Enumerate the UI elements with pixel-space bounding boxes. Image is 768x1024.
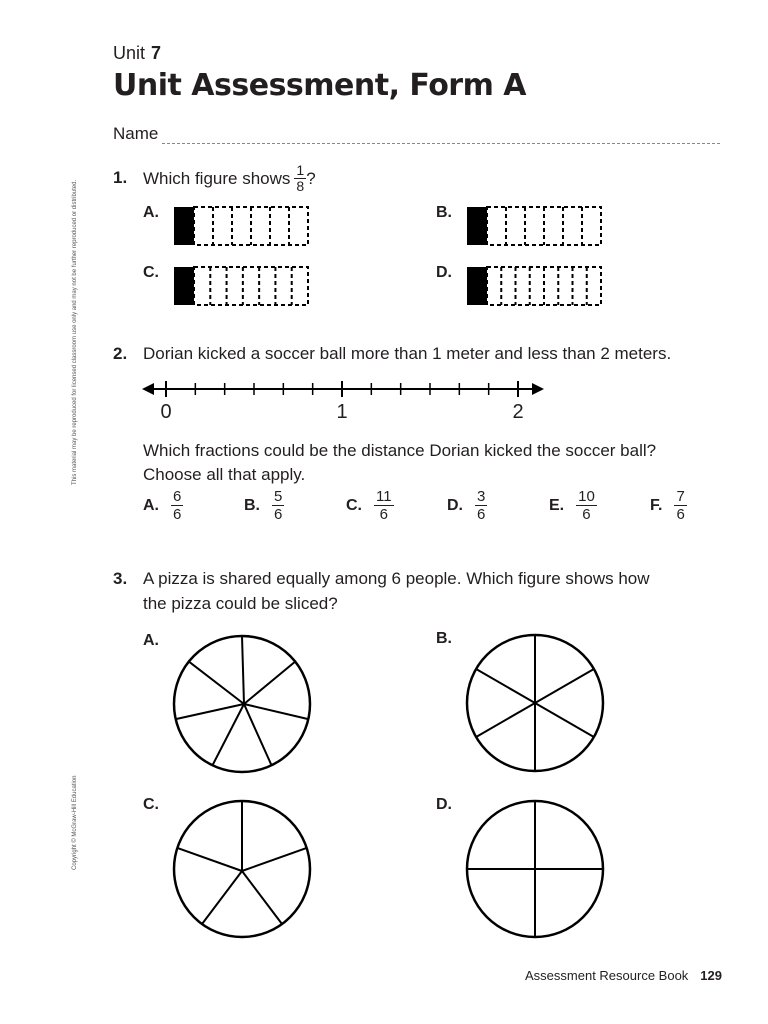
q2-option-e-label: E. bbox=[549, 496, 565, 514]
q3-option-a-label[interactable]: A. bbox=[143, 632, 159, 649]
slice-cut bbox=[177, 848, 242, 871]
q1-fraction bbox=[294, 163, 306, 194]
right-arrow bbox=[532, 383, 544, 395]
slice-cut bbox=[244, 662, 295, 704]
q1-option-a-label[interactable]: A. bbox=[143, 204, 159, 221]
q2-option-a[interactable] bbox=[143, 488, 183, 523]
slice-cut bbox=[242, 848, 307, 871]
slice-cut bbox=[244, 704, 308, 719]
unit-heading bbox=[113, 43, 161, 64]
name-field[interactable] bbox=[162, 125, 720, 144]
dashed-outline bbox=[487, 267, 601, 305]
filled-part bbox=[467, 207, 487, 245]
q2-option-c-num: 11 bbox=[376, 488, 392, 505]
q2-option-a-label: A. bbox=[143, 496, 159, 514]
page-number: 129 bbox=[700, 968, 722, 983]
q3-option-d-label[interactable]: D. bbox=[436, 796, 452, 813]
q1-frac-num: 1 bbox=[296, 162, 305, 178]
q1-text bbox=[143, 163, 316, 194]
q2-text: Dorian kicked a soccer ball more than 1 meter and less than 2 meters. bbox=[143, 344, 672, 363]
slice-cut bbox=[176, 704, 244, 719]
q3-option-c-label[interactable]: C. bbox=[143, 796, 159, 813]
q2-option-e-fraction bbox=[576, 488, 597, 523]
q2-option-c-den: 6 bbox=[379, 506, 388, 523]
dashed-outline bbox=[194, 267, 308, 305]
page-title: Unit Assessment, Form A bbox=[113, 68, 527, 103]
q1-option-c-bar[interactable] bbox=[172, 265, 312, 308]
slice-cut bbox=[202, 871, 242, 924]
q2-option-a-num: 6 bbox=[173, 488, 182, 505]
q2-option-b-num: 5 bbox=[274, 488, 283, 505]
filled-part bbox=[174, 207, 194, 245]
slice-cut bbox=[189, 662, 244, 704]
slice-cut bbox=[476, 669, 535, 703]
dashed-outline bbox=[487, 207, 601, 245]
q2-option-e-num: 10 bbox=[578, 488, 595, 505]
q1-prompt: Which figure shows bbox=[143, 169, 291, 188]
q2-option-a-fraction bbox=[171, 488, 183, 523]
q3-number: 3. bbox=[113, 569, 128, 588]
copyright: Copyright © McGraw-Hill Education bbox=[72, 775, 78, 870]
q2-number-line bbox=[140, 376, 550, 424]
q2-option-d-label: D. bbox=[447, 496, 463, 514]
q2-number: 2. bbox=[113, 344, 128, 363]
q2-option-f-den: 6 bbox=[676, 506, 685, 523]
dashed-outline bbox=[194, 207, 308, 245]
q3-line1: A pizza is shared equally among 6 people. Which figure shows how bbox=[143, 569, 650, 588]
q1-option-b-label[interactable]: B. bbox=[436, 204, 452, 221]
q2-option-a-den: 6 bbox=[173, 506, 182, 523]
slice-cut bbox=[212, 704, 244, 765]
q2-option-e-den: 6 bbox=[582, 506, 591, 523]
q2-option-d-fraction bbox=[475, 488, 487, 523]
name-label: Name bbox=[113, 124, 159, 143]
q1-question-mark: ? bbox=[306, 169, 316, 188]
q1-frac-den: 8 bbox=[296, 178, 305, 194]
unit-label: Unit bbox=[113, 43, 146, 63]
filled-part bbox=[467, 267, 487, 305]
q1-option-c-label[interactable]: C. bbox=[143, 264, 159, 281]
unit-number: 7 bbox=[151, 43, 162, 63]
q2-option-c[interactable] bbox=[346, 488, 394, 523]
left-arrow bbox=[142, 383, 154, 395]
footer bbox=[525, 968, 722, 983]
number-line-label: 2 bbox=[512, 401, 524, 423]
q2-option-b-label: B. bbox=[244, 496, 260, 514]
slice-cut bbox=[535, 669, 594, 703]
q2-option-f-num: 7 bbox=[676, 488, 685, 505]
q2-option-c-fraction bbox=[374, 488, 394, 523]
q2-option-f[interactable] bbox=[650, 488, 687, 523]
q3-option-b-pizza[interactable] bbox=[463, 631, 607, 775]
slice-cut bbox=[242, 636, 244, 704]
name-row bbox=[113, 124, 720, 144]
side-notice: This material may be reproduced for licensed classroom use only and may not be further reproduced or distributed. bbox=[72, 179, 78, 485]
q3-option-b-label[interactable]: B. bbox=[436, 630, 452, 647]
q2-option-b-fraction bbox=[272, 488, 284, 523]
q3-option-d-pizza[interactable] bbox=[463, 797, 607, 941]
filled-part bbox=[174, 267, 194, 305]
q2-question-line1: Which fractions could be the distance Dorian kicked the soccer ball? bbox=[143, 441, 657, 460]
q1-option-b-bar[interactable] bbox=[465, 205, 605, 248]
number-line-label: 1 bbox=[336, 401, 348, 423]
q2-option-f-label: F. bbox=[650, 496, 663, 514]
q1-number: 1. bbox=[113, 168, 128, 187]
q2-option-f-fraction bbox=[674, 488, 686, 523]
q1-option-d-label[interactable]: D. bbox=[436, 264, 452, 281]
q3-option-a-pizza[interactable] bbox=[170, 632, 314, 776]
q2-option-e[interactable] bbox=[549, 488, 597, 523]
q1-option-d-bar[interactable] bbox=[465, 265, 605, 308]
slice-cut bbox=[535, 703, 594, 737]
q2-question-line2: Choose all that apply. bbox=[143, 465, 306, 484]
number-line-label: 0 bbox=[160, 401, 172, 423]
q2-option-b-den: 6 bbox=[274, 506, 283, 523]
q2-option-d-den: 6 bbox=[477, 506, 486, 523]
footer-book-title: Assessment Resource Book bbox=[525, 968, 689, 983]
q2-option-b[interactable] bbox=[244, 488, 284, 523]
q3-option-c-pizza[interactable] bbox=[170, 797, 314, 941]
slice-cut bbox=[244, 704, 272, 765]
q3-line2: the pizza could be sliced? bbox=[143, 594, 338, 613]
q1-option-a-bar[interactable] bbox=[172, 205, 312, 248]
q2-option-d-num: 3 bbox=[477, 488, 486, 505]
slice-cut bbox=[476, 703, 535, 737]
slice-cut bbox=[242, 871, 282, 924]
q2-option-c-label: C. bbox=[346, 496, 362, 514]
q2-option-d[interactable] bbox=[447, 488, 487, 523]
